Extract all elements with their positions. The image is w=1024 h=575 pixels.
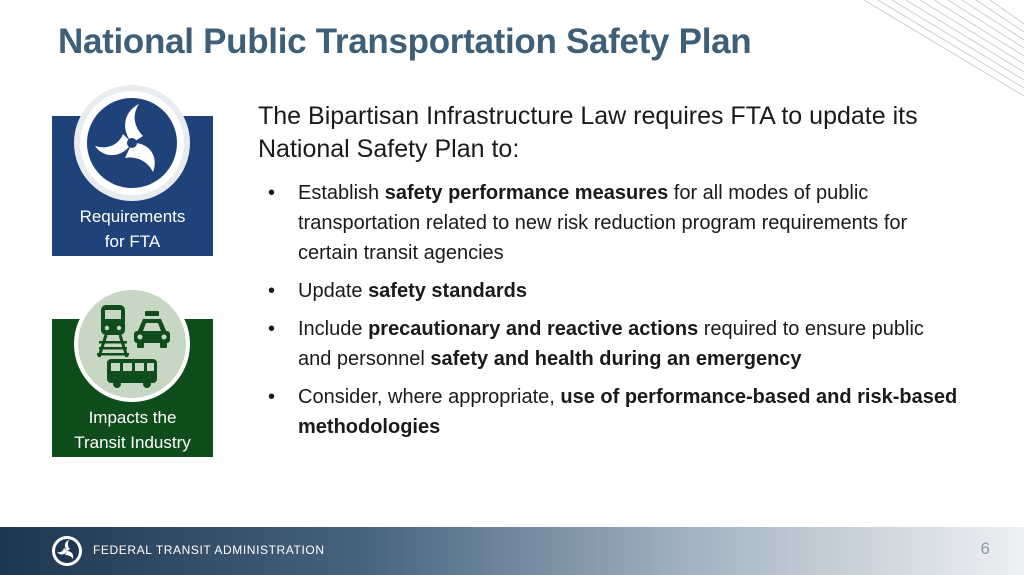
list-item: • Establish safety performance measures for all modes of public transportation related to new risk reduction program requirements for certain transit agencies	[258, 178, 958, 268]
transit-vehicles-icon	[73, 285, 191, 403]
slide-body	[258, 100, 978, 450]
footer-org-name: FEDERAL TRANSIT ADMINISTRATION	[93, 543, 325, 557]
page-number: 6	[980, 539, 990, 558]
industry-card-label-line2: Transit Industry	[74, 433, 191, 452]
fta-footer-logo-icon	[51, 535, 83, 567]
fta-triskelion-logo-icon	[73, 84, 191, 202]
bullet-icon: •	[268, 386, 276, 408]
bullet-icon: •	[268, 280, 276, 302]
slide-title: National Public Transportation Safety Plan	[58, 22, 752, 61]
fta-card-label-line2: for FTA	[104, 232, 161, 251]
industry-card-label	[52, 405, 213, 455]
requirements-list	[258, 178, 978, 442]
fta-card-label-line1: Requirements	[79, 207, 186, 226]
industry-card-label-line1: Impacts the	[88, 408, 177, 427]
decorative-stripes	[844, 0, 1024, 100]
requirements-for-fta-card	[52, 84, 213, 256]
bullet-icon: •	[268, 318, 276, 340]
slide-footer	[0, 527, 1024, 575]
lead-paragraph: The Bipartisan Infrastructure Law requires FTA to update its National Safety Plan to:	[258, 102, 918, 163]
list-item: • Include precautionary and reactive actions required to ensure public and personnel safety and health during an emergency	[258, 314, 958, 374]
list-item: • Consider, where appropriate, use of performance-based and risk-based methodologies	[258, 382, 958, 442]
impacts-transit-industry-card	[52, 285, 213, 457]
list-item: • Update safety standards	[258, 276, 958, 306]
bullet-icon: •	[268, 182, 276, 204]
fta-card-label	[52, 204, 213, 254]
